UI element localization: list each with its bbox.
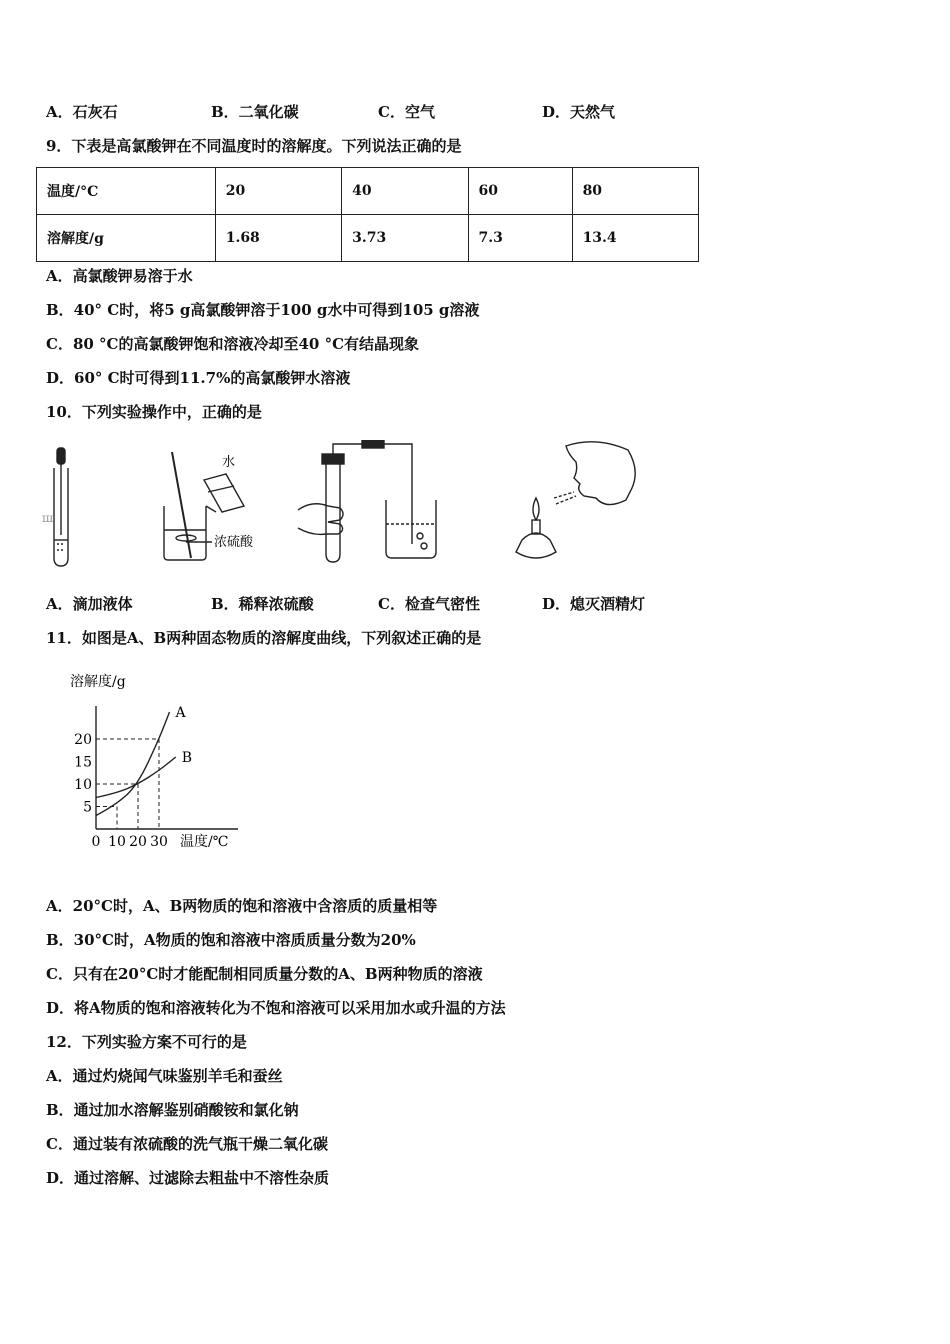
table-cell: 溶解度/g	[37, 215, 216, 262]
svg-text:ш: ш	[42, 511, 54, 525]
q11-option-a: A．20°C时，A、B两物质的饱和溶液中含溶质的质量相等	[46, 897, 438, 915]
y-tick-label: 15	[74, 754, 92, 771]
q12-option-b: B．通过加水溶解鉴别硝酸铵和氯化钠	[46, 1101, 299, 1119]
table-cell: 80	[572, 168, 698, 215]
table-cell: 7.3	[468, 215, 572, 262]
y-axis-label: 溶解度/g	[70, 674, 126, 690]
water-label: 水	[222, 455, 236, 470]
q9-option-d: D．60° C时可得到11.7%的高氯酸钾水溶液	[46, 369, 351, 387]
x-tick-label: 20	[129, 834, 147, 850]
q10-stem: 10．下列实验操作中，正确的是	[46, 403, 262, 421]
x-tick-label: 10	[108, 834, 126, 850]
x-tick-label: 0	[91, 834, 101, 850]
solubility-chart	[60, 664, 260, 854]
q9-option-c: C．80 °C的高氯酸钾饱和溶液冷却至40 °C有结晶现象	[46, 335, 420, 353]
alcohol-lamp-illustration	[516, 442, 635, 558]
table-row	[37, 168, 699, 215]
q12-stem: 12．下列实验方案不可行的是	[46, 1033, 247, 1051]
table-cell: 60	[468, 168, 572, 215]
table-cell: 40	[342, 168, 468, 215]
q11-option-c: C．只有在20°C时才能配制相同质量分数的A、B两种物质的溶液	[46, 965, 483, 983]
q9-option-a: A．高氯酸钾易溶于水	[46, 267, 193, 285]
q11-option-d: D．将A物质的饱和溶液转化为不饱和溶液可以采用加水或升温的方法	[46, 999, 506, 1017]
table-cell: 1.68	[215, 215, 341, 262]
x-axis-label: 温度/℃	[180, 834, 229, 850]
table-cell: 13.4	[572, 215, 698, 262]
q10-option-c: C．检查气密性	[378, 595, 480, 613]
q8-option-b: B．二氧化碳	[211, 103, 299, 121]
y-tick-label: 10	[74, 777, 92, 793]
series-label-a: A	[175, 705, 186, 721]
table-row	[37, 215, 699, 262]
q10-option-d: D．熄灭酒精灯	[542, 595, 646, 613]
q9-option-b: B．40° C时，将5 g高氯酸钾溶于100 g水中可得到105 g溶液	[46, 301, 480, 319]
table-cell: 20	[215, 168, 341, 215]
q8-option-a: A．石灰石	[46, 103, 118, 121]
q8-option-c: C．空气	[378, 103, 435, 121]
q11-option-b: B．30°C时，A物质的饱和溶液中溶质质量分数为20%	[46, 931, 416, 949]
q8-option-d: D．天然气	[542, 103, 616, 121]
series-line-a	[96, 712, 170, 816]
table-cell: 温度/°C	[37, 168, 216, 215]
q12-option-d: D．通过溶解、过滤除去粗盐中不溶性杂质	[46, 1169, 330, 1187]
q10-option-b: B．稀释浓硫酸	[211, 595, 314, 613]
series-line-b	[96, 757, 176, 798]
lab-operations-figure	[36, 440, 676, 580]
q10-option-a: A．滴加液体	[46, 595, 133, 613]
q11-stem: 11．如图是A、B两种固态物质的溶解度曲线，下列叙述正确的是	[46, 629, 482, 647]
acid-label: 浓硫酸	[214, 535, 254, 550]
x-tick-label: 30	[150, 834, 168, 850]
q12-option-a: A．通过灼烧闻气味鉴别羊毛和蚕丝	[46, 1067, 283, 1085]
dropper-illustration	[42, 448, 68, 566]
series-label-b: B	[181, 750, 193, 766]
q9-stem: 9．下表是高氯酸钾在不同温度时的溶解度。下列说法正确的是	[46, 137, 462, 155]
q12-option-c: C．通过装有浓硫酸的洗气瓶干燥二氧化碳	[46, 1135, 328, 1153]
y-tick-label: 5	[83, 799, 92, 816]
airtightness-illustration	[298, 440, 436, 562]
table-cell: 3.73	[342, 215, 468, 262]
y-tick-label: 20	[74, 732, 92, 748]
solubility-table	[36, 167, 699, 262]
